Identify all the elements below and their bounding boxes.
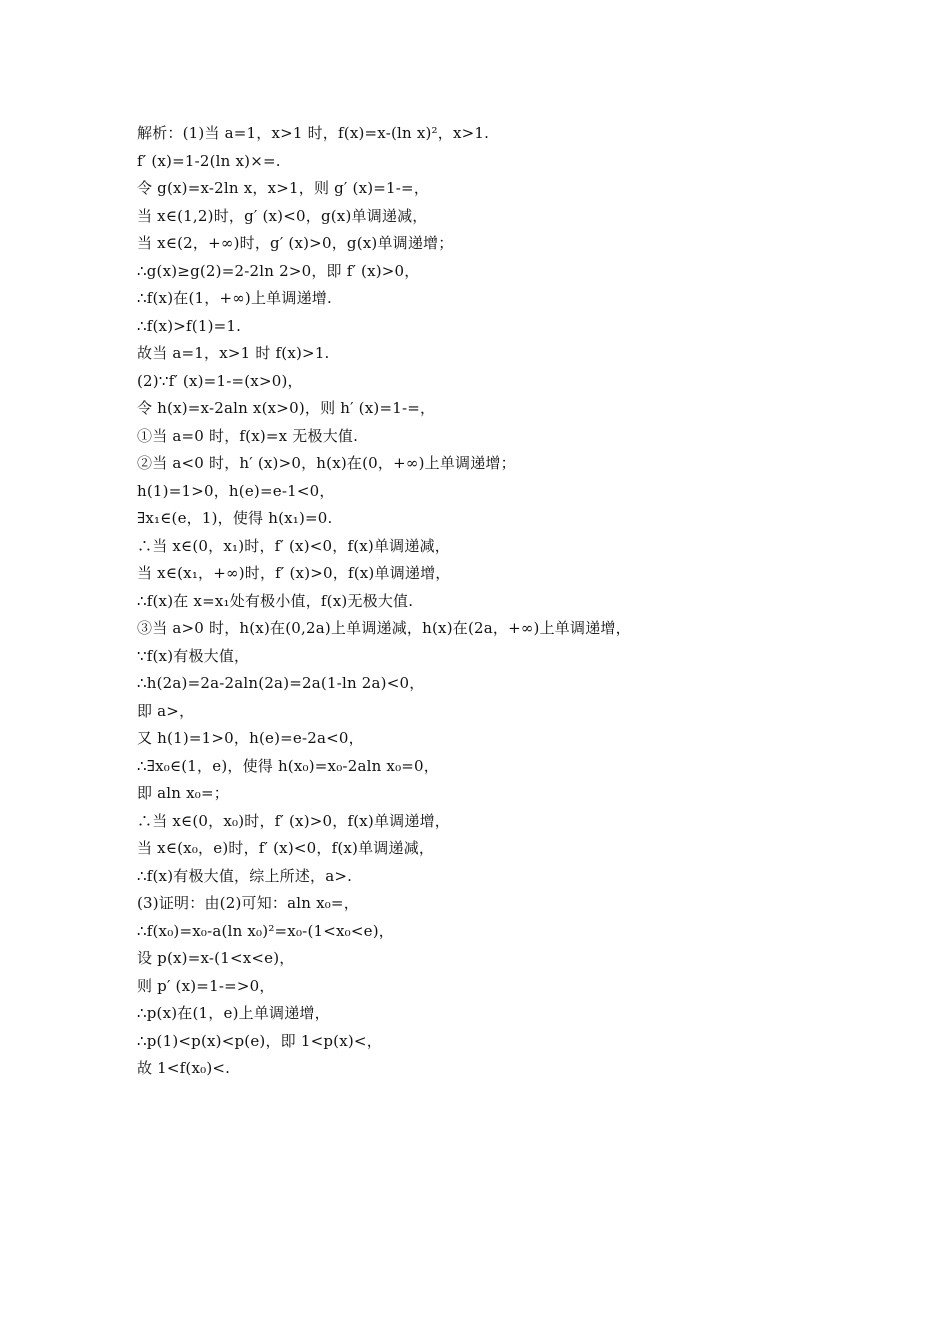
text-line: ∴f(x)有极大值，综上所述，a>. bbox=[137, 866, 353, 885]
text-line: (2)∵f′ (x)=1-=(x>0)， bbox=[137, 371, 303, 390]
text-line: ∴f(x)在(1，+∞)上单调递增. bbox=[137, 289, 332, 307]
text-line: ∴当 x∈(0，x₀)时，f′ (x)>0，f(x)单调递增， bbox=[137, 811, 450, 830]
text-line: 解析：(1)当 a=1，x>1 时，f(x)=x-(ln x)²，x>1. bbox=[137, 124, 490, 142]
text-line: 又 h(1)=1>0，h(e)=e-2a<0， bbox=[137, 729, 364, 747]
text-line: ∴f(x₀)=x₀-a(ln x₀)²=x₀-(1<x₀<e)， bbox=[137, 921, 394, 940]
text-line: 即 aln x₀=； bbox=[137, 784, 229, 802]
text-line: ∴p(1)<p(x)<p(e)，即 1<p(x)<， bbox=[137, 1031, 382, 1050]
text-line: ∴f(x)在 x=x₁处有极小值，f(x)无极大值. bbox=[137, 591, 414, 610]
text-line: ∵f(x)有极大值， bbox=[137, 646, 250, 665]
text-line: 设 p(x)=x-(1<x<e)， bbox=[137, 949, 295, 967]
text-line: ∃x₁∈(e，1)，使得 h(x₁)=0. bbox=[137, 509, 333, 527]
text-line: ②当 a<0 时，h′ (x)>0，h(x)在(0，+∞)上单调递增； bbox=[137, 454, 516, 472]
text-line: 即 a>， bbox=[137, 701, 195, 720]
text-line: 当 x∈(2，+∞)时，g′ (x)>0，g(x)单调递增； bbox=[137, 234, 454, 252]
text-line: ∴当 x∈(0，x₁)时，f′ (x)<0，f(x)单调递减， bbox=[137, 536, 450, 555]
text-line: ∴∃x₀∈(1，e)，使得 h(x₀)=x₀-2aln x₀=0， bbox=[137, 756, 439, 775]
text-line: 当 x∈(1,2)时，g′ (x)<0，g(x)单调递减， bbox=[137, 206, 428, 225]
text-line: h(1)=1>0，h(e)=e-1<0， bbox=[137, 481, 335, 500]
text-line: ③当 a>0 时，h(x)在(0,2a)上单调递减，h(x)在(2a，+∞)上单调递增， bbox=[137, 619, 631, 637]
text-line: f′ (x)=1-2(ln x)×=. bbox=[137, 151, 281, 170]
text-line: (3)证明：由(2)可知：aln x₀=， bbox=[137, 894, 359, 912]
text-line: 则 p′ (x)=1-=>0， bbox=[137, 976, 275, 995]
solution-text bbox=[137, 120, 857, 1083]
text-line: 故当 a=1，x>1 时 f(x)>1. bbox=[137, 344, 330, 362]
text-line: ∴p(x)在(1，e)上单调递增， bbox=[137, 1004, 330, 1022]
text-line: 当 x∈(x₀，e)时，f′ (x)<0，f(x)单调递减， bbox=[137, 839, 435, 857]
text-line: ∴f(x)>f(1)=1. bbox=[137, 316, 242, 335]
text-line: 当 x∈(x₁，+∞)时，f′ (x)>0，f(x)单调递增， bbox=[137, 564, 451, 582]
text-line: ①当 a=0 时，f(x)=x 无极大值. bbox=[137, 426, 359, 445]
text-line: 令 g(x)=x-2ln x，x>1，则 g′ (x)=1-=， bbox=[137, 179, 430, 197]
text-line: ∴h(2a)=2a-2aln(2a)=2a(1-ln 2a)<0， bbox=[137, 674, 425, 692]
text-line: 故 1<f(x₀)<. bbox=[137, 1059, 231, 1077]
text-line: ∴g(x)≥g(2)=2-2ln 2>0，即 f′ (x)>0， bbox=[137, 261, 420, 280]
text-line: 令 h(x)=x-2aln x(x>0)，则 h′ (x)=1-=， bbox=[137, 399, 436, 417]
